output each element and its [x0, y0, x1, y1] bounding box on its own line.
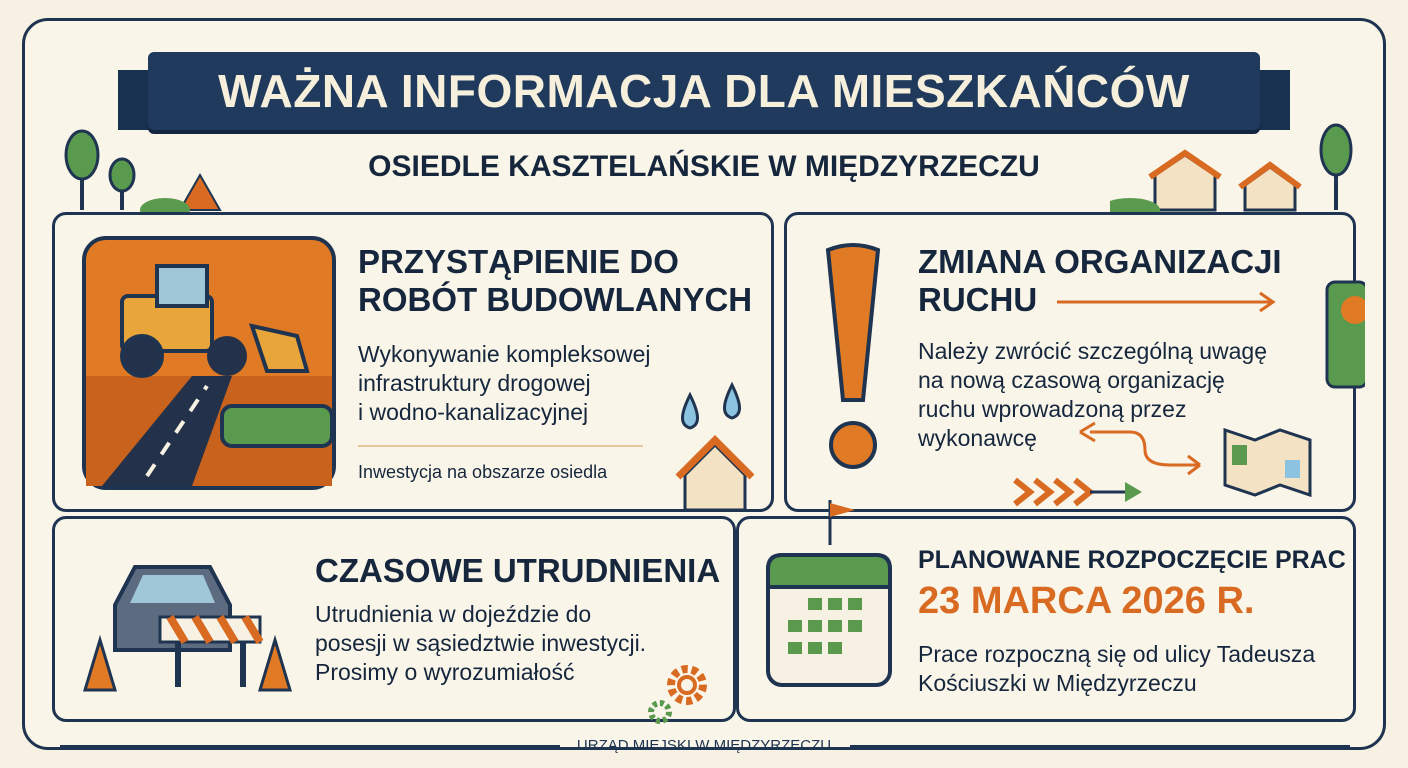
start-date: 23 MARCA 2026 R.: [918, 580, 1255, 622]
section-title-line: RUCHU: [918, 281, 1038, 318]
car-barrier-icon: [75, 545, 305, 695]
body-line: i wodno-kanalizacyjnej: [358, 399, 589, 425]
page-title: WAŻNA INFORMACJA DLA MIESZKAŃCÓW: [218, 65, 1190, 117]
houses-icon: [1110, 115, 1380, 215]
section-title-line: ZMIANA ORGANIZACJI: [918, 243, 1282, 280]
section-title: PLANOWANE ROZPOCZĘCIE PRAC: [918, 546, 1346, 574]
body-line: Kościuszki w Międzyrzeczu: [918, 670, 1197, 696]
traffic-sign-icon: [1325, 280, 1365, 390]
gears-icon: [645, 660, 715, 725]
body-line: posesji w sąsiedztwie inwestycji.: [315, 630, 647, 656]
body-line: Prace rozpoczną się od ulicy Tadeusza: [918, 641, 1316, 667]
water-drops-house-icon: [670, 380, 770, 515]
section-title-line: PRZYSTĄPIENIE DO: [358, 243, 679, 280]
exclamation-icon: [818, 240, 888, 490]
body-line: Utrudnienia w dojeździe do: [315, 601, 592, 627]
body-line: Należy zwrócić szczególną uwagę: [918, 338, 1267, 364]
section-title: CZASOWE UTRUDNIENIA: [315, 552, 721, 589]
calendar-icon: [760, 495, 900, 695]
divider: [358, 445, 643, 447]
trees-icon: [60, 120, 240, 215]
section-note: Inwestycja na obszarze osiedla: [358, 462, 608, 482]
body-line: Prosimy o wyrozumiałość: [315, 659, 575, 685]
detour-map-icon: [1010, 420, 1340, 510]
body-line: wykonawcę: [918, 425, 1037, 451]
section-title-line: ROBÓT BUDOWLANYCH: [358, 281, 753, 318]
body-line: infrastruktury drogowej: [358, 370, 591, 396]
body-line: na nową czasową organizację: [918, 367, 1225, 393]
footer-text: URZĄD MIEJSKI W MIĘDZYRZECZU: [576, 737, 832, 754]
construction-illustration: [82, 236, 337, 491]
body-line: Wykonywanie kompleksowej: [358, 341, 651, 367]
arrow-right-icon: [1055, 290, 1280, 314]
page-subtitle: OSIEDLE KASZTELAŃSKIE W MIĘDZYRZECZU: [368, 150, 1040, 183]
body-line: ruchu wprowadzoną przez: [918, 396, 1187, 422]
